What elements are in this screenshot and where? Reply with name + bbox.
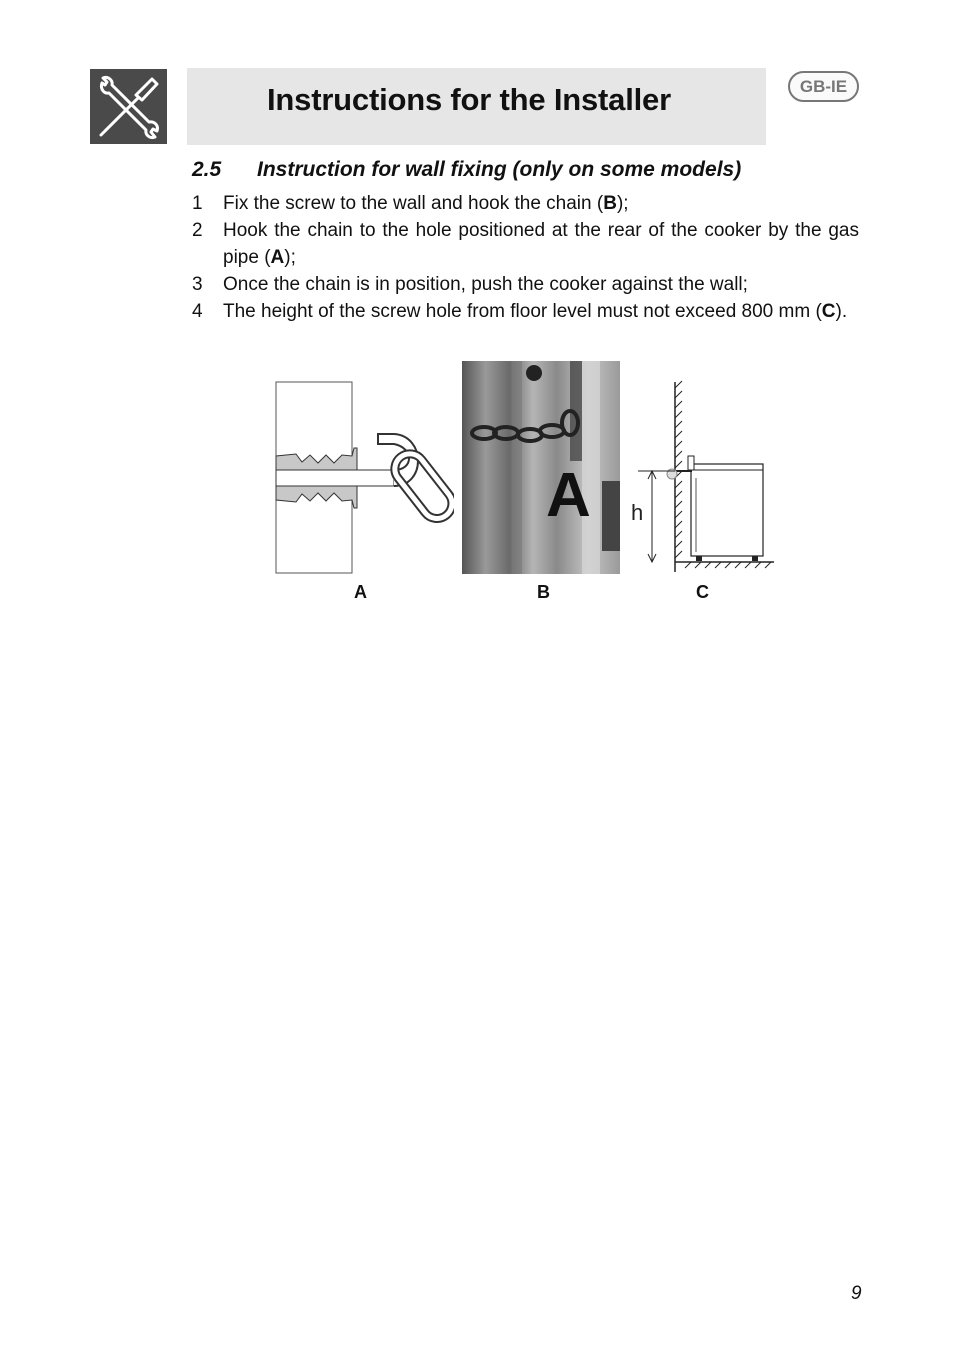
section-number: 2.5	[192, 158, 222, 181]
step-ref: C	[821, 301, 836, 322]
step-ref: B	[603, 193, 617, 214]
step-text-part: Hook the chain to the hole positioned at the rear of the cooker by the gas pipe (	[223, 220, 859, 268]
figure-a-wall-hook-diagram	[274, 378, 454, 578]
step-number: 3	[192, 274, 203, 295]
section-heading	[192, 158, 741, 182]
step-text-part: The height of the screw hole from floor level must not exceed 800 mm (	[223, 301, 822, 322]
step-number: 4	[192, 301, 203, 322]
height-symbol: h	[631, 500, 644, 525]
step-text-part: );	[284, 247, 296, 268]
figure-c-height-diagram	[630, 378, 780, 578]
step-text-part: );	[616, 193, 629, 214]
list-item	[192, 190, 859, 217]
step-text-part: Fix the screw to the wall and hook the chain (	[223, 193, 604, 214]
tools-icon-box	[90, 69, 167, 144]
list-item	[192, 271, 859, 298]
step-text	[223, 298, 859, 325]
figure-b-chain-photo	[462, 361, 620, 574]
page-title: Instructions for the Installer	[267, 82, 671, 117]
header-bar	[187, 68, 766, 145]
step-text-part: ).	[835, 301, 848, 322]
photo-letter: A	[546, 461, 591, 530]
step-text	[223, 217, 859, 271]
step-ref: A	[270, 247, 285, 268]
list-item	[192, 217, 859, 271]
page-number: 9	[851, 1283, 862, 1304]
step-text	[223, 190, 859, 217]
step-text	[223, 271, 859, 298]
figure-label-c: C	[696, 582, 709, 602]
language-badge: GB-IE	[788, 71, 859, 102]
figure-label-a: A	[354, 582, 367, 602]
step-number: 1	[192, 193, 203, 214]
wrench-screwdriver-icon	[90, 69, 167, 144]
step-number: 2	[192, 220, 203, 241]
section-title: Instruction for wall fixing (only on some models)	[257, 158, 742, 181]
figure-label-b: B	[537, 582, 550, 602]
step-text-part: Once the chain is in position, push the cooker against the wall;	[223, 274, 748, 295]
steps-list	[192, 190, 859, 325]
list-item	[192, 298, 859, 325]
